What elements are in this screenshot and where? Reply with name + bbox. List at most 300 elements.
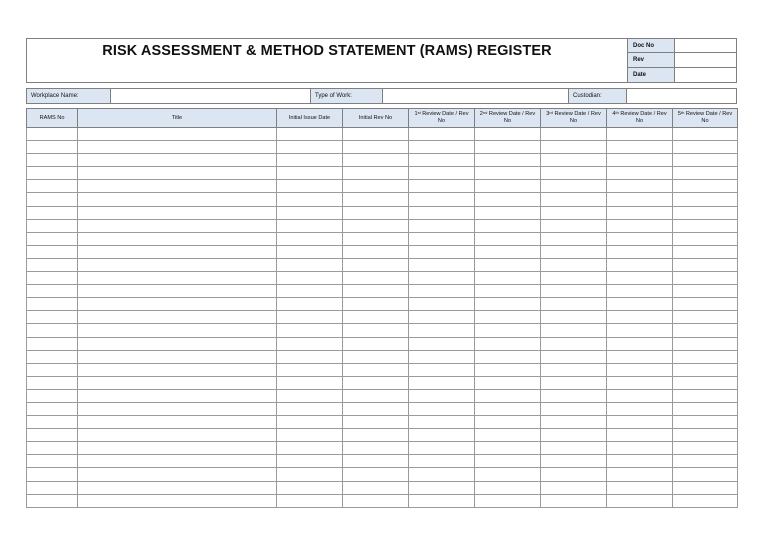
- table-cell[interactable]: [409, 363, 475, 376]
- table-cell[interactable]: [78, 363, 277, 376]
- col-rams-no: RAMS No: [27, 109, 78, 128]
- table-cell[interactable]: [277, 245, 343, 258]
- table-cell[interactable]: [475, 324, 541, 337]
- table-cell[interactable]: [343, 481, 409, 494]
- table-cell[interactable]: [673, 402, 738, 415]
- table-cell[interactable]: [277, 468, 343, 481]
- table-cell[interactable]: [607, 154, 673, 167]
- page-title: RISK ASSESSMENT & METHOD STATEMENT (RAMS) REGISTER: [27, 39, 628, 82]
- table-cell[interactable]: [343, 337, 409, 350]
- table-cell[interactable]: [27, 363, 78, 376]
- table-cell[interactable]: [277, 167, 343, 180]
- table-cell[interactable]: [607, 128, 673, 141]
- table-cell[interactable]: [475, 245, 541, 258]
- table-cell[interactable]: [27, 141, 78, 154]
- table-cell[interactable]: [475, 141, 541, 154]
- table-cell[interactable]: [409, 245, 475, 258]
- table-cell[interactable]: [541, 350, 607, 363]
- table-cell[interactable]: [673, 481, 738, 494]
- table-cell[interactable]: [409, 337, 475, 350]
- table-cell[interactable]: [78, 285, 277, 298]
- type-of-work-label: Type of Work:: [311, 89, 383, 103]
- table-cell[interactable]: [541, 337, 607, 350]
- table-cell[interactable]: [673, 180, 738, 193]
- table-cell[interactable]: [673, 376, 738, 389]
- table-cell[interactable]: [607, 311, 673, 324]
- table-cell[interactable]: [277, 350, 343, 363]
- col-initial-rev-no: Initial Rev No: [343, 109, 409, 128]
- table-cell[interactable]: [277, 363, 343, 376]
- table-cell[interactable]: [673, 416, 738, 429]
- table-cell[interactable]: [541, 180, 607, 193]
- table-row: [27, 363, 738, 376]
- table-cell[interactable]: [409, 389, 475, 402]
- table-cell[interactable]: [277, 455, 343, 468]
- table-cell[interactable]: [607, 141, 673, 154]
- table-cell[interactable]: [343, 429, 409, 442]
- table-cell[interactable]: [541, 389, 607, 402]
- table-cell[interactable]: [409, 468, 475, 481]
- table-cell[interactable]: [78, 442, 277, 455]
- table-cell[interactable]: [277, 389, 343, 402]
- table-cell[interactable]: [409, 416, 475, 429]
- table-cell[interactable]: [343, 272, 409, 285]
- rev-field[interactable]: [675, 53, 736, 66]
- table-cell[interactable]: [673, 337, 738, 350]
- table-cell[interactable]: [343, 350, 409, 363]
- table-cell[interactable]: [78, 311, 277, 324]
- table-cell[interactable]: [343, 245, 409, 258]
- col-review-3: 3rd Review Date / Rev No: [541, 109, 607, 128]
- table-cell[interactable]: [409, 193, 475, 206]
- table-cell[interactable]: [277, 324, 343, 337]
- table-cell[interactable]: [343, 376, 409, 389]
- table-cell[interactable]: [607, 402, 673, 415]
- table-row: [27, 389, 738, 402]
- table-cell[interactable]: [673, 128, 738, 141]
- table-cell[interactable]: [541, 363, 607, 376]
- table-cell[interactable]: [541, 468, 607, 481]
- table-cell[interactable]: [673, 219, 738, 232]
- table-cell[interactable]: [78, 389, 277, 402]
- table-cell[interactable]: [607, 389, 673, 402]
- table-cell[interactable]: [277, 128, 343, 141]
- table-cell[interactable]: [409, 494, 475, 507]
- table-cell[interactable]: [277, 311, 343, 324]
- doc-no-row: [628, 39, 736, 53]
- table-cell[interactable]: [409, 258, 475, 271]
- table-header-row: [27, 109, 738, 128]
- table-cell[interactable]: [78, 468, 277, 481]
- table-cell[interactable]: [475, 154, 541, 167]
- table-cell[interactable]: [78, 376, 277, 389]
- table-cell[interactable]: [78, 154, 277, 167]
- table-cell[interactable]: [277, 298, 343, 311]
- table-cell[interactable]: [541, 219, 607, 232]
- custodian-field[interactable]: [627, 89, 736, 103]
- table-cell[interactable]: [475, 363, 541, 376]
- table-row: [27, 429, 738, 442]
- table-cell[interactable]: [27, 402, 78, 415]
- table-row: [27, 141, 738, 154]
- table-cell[interactable]: [27, 494, 78, 507]
- table-cell[interactable]: [343, 167, 409, 180]
- table-cell[interactable]: [673, 363, 738, 376]
- table-cell[interactable]: [78, 245, 277, 258]
- table-cell[interactable]: [27, 206, 78, 219]
- table-cell[interactable]: [475, 481, 541, 494]
- table-cell[interactable]: [78, 337, 277, 350]
- table-row: [27, 468, 738, 481]
- workplace-label: Workplace Name:: [27, 89, 111, 103]
- table-row: [27, 272, 738, 285]
- table-cell[interactable]: [673, 442, 738, 455]
- table-cell[interactable]: [673, 193, 738, 206]
- table-cell[interactable]: [475, 337, 541, 350]
- table-cell[interactable]: [343, 455, 409, 468]
- table-cell[interactable]: [78, 494, 277, 507]
- table-cell[interactable]: [27, 298, 78, 311]
- table-cell[interactable]: [343, 128, 409, 141]
- table-cell[interactable]: [673, 258, 738, 271]
- table-cell[interactable]: [343, 363, 409, 376]
- table-cell[interactable]: [475, 298, 541, 311]
- table-cell[interactable]: [277, 206, 343, 219]
- table-cell[interactable]: [607, 232, 673, 245]
- table-cell[interactable]: [277, 154, 343, 167]
- table-cell[interactable]: [475, 416, 541, 429]
- table-cell[interactable]: [475, 232, 541, 245]
- rams-register-table: [26, 108, 738, 508]
- table-cell[interactable]: [607, 258, 673, 271]
- table-cell[interactable]: [475, 258, 541, 271]
- table-cell[interactable]: [475, 180, 541, 193]
- table-cell[interactable]: [541, 272, 607, 285]
- table-cell[interactable]: [673, 350, 738, 363]
- table-cell[interactable]: [343, 219, 409, 232]
- table-cell[interactable]: [78, 416, 277, 429]
- table-cell[interactable]: [27, 193, 78, 206]
- table-cell[interactable]: [78, 206, 277, 219]
- table-cell[interactable]: [409, 219, 475, 232]
- table-cell[interactable]: [27, 324, 78, 337]
- table-cell[interactable]: [541, 232, 607, 245]
- table-cell[interactable]: [343, 154, 409, 167]
- table-cell[interactable]: [27, 167, 78, 180]
- table-cell[interactable]: [673, 429, 738, 442]
- table-cell[interactable]: [27, 350, 78, 363]
- table-cell[interactable]: [673, 298, 738, 311]
- table-cell[interactable]: [78, 232, 277, 245]
- table-cell[interactable]: [277, 258, 343, 271]
- table-cell[interactable]: [409, 442, 475, 455]
- table-cell[interactable]: [673, 285, 738, 298]
- table-cell[interactable]: [409, 206, 475, 219]
- table-cell[interactable]: [607, 468, 673, 481]
- table-cell[interactable]: [78, 193, 277, 206]
- table-cell[interactable]: [673, 468, 738, 481]
- table-cell[interactable]: [409, 232, 475, 245]
- table-cell[interactable]: [673, 389, 738, 402]
- table-cell[interactable]: [541, 206, 607, 219]
- table-cell[interactable]: [673, 311, 738, 324]
- table-cell[interactable]: [27, 219, 78, 232]
- table-cell[interactable]: [277, 402, 343, 415]
- table-cell[interactable]: [475, 167, 541, 180]
- table-cell[interactable]: [541, 285, 607, 298]
- table-cell[interactable]: [343, 180, 409, 193]
- table-cell[interactable]: [78, 350, 277, 363]
- table-cell[interactable]: [475, 285, 541, 298]
- table-cell[interactable]: [78, 219, 277, 232]
- table-cell[interactable]: [541, 455, 607, 468]
- table-cell[interactable]: [475, 128, 541, 141]
- table-cell[interactable]: [673, 324, 738, 337]
- table-cell[interactable]: [475, 402, 541, 415]
- table-cell[interactable]: [541, 376, 607, 389]
- table-cell[interactable]: [475, 311, 541, 324]
- table-cell[interactable]: [607, 193, 673, 206]
- table-cell[interactable]: [27, 154, 78, 167]
- table-cell[interactable]: [475, 468, 541, 481]
- table-cell[interactable]: [27, 285, 78, 298]
- table-cell[interactable]: [673, 167, 738, 180]
- table-cell[interactable]: [607, 167, 673, 180]
- table-cell[interactable]: [607, 219, 673, 232]
- table-cell[interactable]: [607, 350, 673, 363]
- table-cell[interactable]: [607, 337, 673, 350]
- table-cell[interactable]: [78, 258, 277, 271]
- table-cell[interactable]: [409, 311, 475, 324]
- table-row: [27, 350, 738, 363]
- table-cell[interactable]: [78, 167, 277, 180]
- type-of-work-field[interactable]: [383, 89, 569, 103]
- table-cell[interactable]: [27, 481, 78, 494]
- table-cell[interactable]: [27, 311, 78, 324]
- table-row: [27, 206, 738, 219]
- table-cell[interactable]: [27, 232, 78, 245]
- table-cell[interactable]: [277, 219, 343, 232]
- table-row: [27, 193, 738, 206]
- table-cell[interactable]: [277, 442, 343, 455]
- table-cell[interactable]: [343, 232, 409, 245]
- table-cell[interactable]: [78, 481, 277, 494]
- table-cell[interactable]: [673, 141, 738, 154]
- table-cell[interactable]: [343, 442, 409, 455]
- table-cell[interactable]: [409, 376, 475, 389]
- table-cell[interactable]: [475, 494, 541, 507]
- table-cell[interactable]: [277, 272, 343, 285]
- table-cell[interactable]: [343, 193, 409, 206]
- table-cell[interactable]: [607, 494, 673, 507]
- table-cell[interactable]: [607, 180, 673, 193]
- table-row: [27, 376, 738, 389]
- table-cell[interactable]: [475, 272, 541, 285]
- table-cell[interactable]: [78, 128, 277, 141]
- table-cell[interactable]: [475, 389, 541, 402]
- table-cell[interactable]: [78, 402, 277, 415]
- table-cell[interactable]: [343, 285, 409, 298]
- table-row: [27, 285, 738, 298]
- table-cell[interactable]: [607, 363, 673, 376]
- table-cell[interactable]: [409, 481, 475, 494]
- table-cell[interactable]: [607, 429, 673, 442]
- table-cell[interactable]: [27, 429, 78, 442]
- col-review-2: 2nd Review Date / Rev No: [475, 109, 541, 128]
- workplace-field[interactable]: [111, 89, 311, 103]
- table-cell[interactable]: [541, 481, 607, 494]
- table-cell[interactable]: [78, 272, 277, 285]
- table-cell[interactable]: [409, 324, 475, 337]
- table-cell[interactable]: [409, 128, 475, 141]
- table-cell[interactable]: [541, 494, 607, 507]
- table-cell[interactable]: [541, 429, 607, 442]
- table-cell[interactable]: [607, 416, 673, 429]
- table-cell[interactable]: [475, 455, 541, 468]
- table-row: [27, 311, 738, 324]
- table-cell[interactable]: [343, 402, 409, 415]
- table-cell[interactable]: [277, 285, 343, 298]
- table-cell[interactable]: [607, 481, 673, 494]
- table-cell[interactable]: [343, 206, 409, 219]
- table-cell[interactable]: [541, 193, 607, 206]
- table-cell[interactable]: [27, 272, 78, 285]
- table-cell[interactable]: [277, 416, 343, 429]
- table-cell[interactable]: [409, 402, 475, 415]
- table-cell[interactable]: [343, 324, 409, 337]
- date-label: Date: [628, 68, 675, 82]
- table-row: [27, 337, 738, 350]
- table-cell[interactable]: [277, 232, 343, 245]
- col-review-4: 4th Review Date / Rev No: [607, 109, 673, 128]
- table-cell[interactable]: [277, 193, 343, 206]
- table-cell[interactable]: [409, 167, 475, 180]
- table-cell[interactable]: [409, 272, 475, 285]
- info-row: [26, 88, 737, 104]
- table-cell[interactable]: [409, 350, 475, 363]
- table-cell[interactable]: [607, 272, 673, 285]
- table-cell[interactable]: [673, 245, 738, 258]
- table-cell[interactable]: [607, 376, 673, 389]
- table-cell[interactable]: [475, 206, 541, 219]
- table-cell[interactable]: [78, 455, 277, 468]
- table-cell[interactable]: [607, 206, 673, 219]
- table-cell[interactable]: [27, 376, 78, 389]
- table-cell[interactable]: [78, 298, 277, 311]
- table-cell[interactable]: [475, 429, 541, 442]
- table-cell[interactable]: [409, 154, 475, 167]
- col-review-5: 5th Review Date / Rev No: [673, 109, 738, 128]
- col-initial-issue-date: Initial Issue Date: [277, 109, 343, 128]
- table-cell[interactable]: [27, 337, 78, 350]
- table-cell[interactable]: [607, 442, 673, 455]
- table-cell[interactable]: [27, 180, 78, 193]
- table-cell[interactable]: [475, 219, 541, 232]
- table-cell[interactable]: [343, 494, 409, 507]
- table-cell[interactable]: [673, 455, 738, 468]
- rev-row: [628, 53, 736, 67]
- table-cell[interactable]: [541, 128, 607, 141]
- table-cell[interactable]: [673, 232, 738, 245]
- table-cell[interactable]: [475, 350, 541, 363]
- custodian-label: Custodian:: [569, 89, 627, 103]
- table-cell[interactable]: [607, 298, 673, 311]
- table-cell[interactable]: [541, 141, 607, 154]
- table-cell[interactable]: [343, 298, 409, 311]
- table-cell[interactable]: [475, 193, 541, 206]
- table-cell[interactable]: [27, 468, 78, 481]
- table-cell[interactable]: [27, 416, 78, 429]
- table-cell[interactable]: [673, 494, 738, 507]
- table-cell[interactable]: [409, 455, 475, 468]
- table-cell[interactable]: [343, 468, 409, 481]
- table-row: [27, 402, 738, 415]
- table-cell[interactable]: [27, 245, 78, 258]
- table-cell[interactable]: [343, 389, 409, 402]
- table-cell[interactable]: [541, 402, 607, 415]
- table-cell[interactable]: [277, 494, 343, 507]
- table-cell[interactable]: [409, 141, 475, 154]
- table-cell[interactable]: [27, 455, 78, 468]
- table-cell[interactable]: [607, 285, 673, 298]
- table-cell[interactable]: [27, 128, 78, 141]
- table-cell[interactable]: [409, 429, 475, 442]
- table-cell[interactable]: [607, 245, 673, 258]
- table-cell[interactable]: [541, 167, 607, 180]
- table-cell[interactable]: [541, 311, 607, 324]
- table-cell[interactable]: [78, 141, 277, 154]
- table-cell[interactable]: [27, 258, 78, 271]
- table-cell[interactable]: [541, 442, 607, 455]
- table-cell[interactable]: [409, 180, 475, 193]
- table-cell[interactable]: [27, 389, 78, 402]
- table-cell[interactable]: [607, 455, 673, 468]
- table-cell[interactable]: [78, 324, 277, 337]
- table-cell[interactable]: [409, 298, 475, 311]
- table-row: [27, 324, 738, 337]
- table-cell[interactable]: [343, 141, 409, 154]
- table-cell[interactable]: [541, 298, 607, 311]
- table-cell[interactable]: [277, 429, 343, 442]
- table-cell[interactable]: [277, 376, 343, 389]
- table-cell[interactable]: [541, 245, 607, 258]
- table-cell[interactable]: [475, 442, 541, 455]
- table-cell[interactable]: [673, 272, 738, 285]
- table-cell[interactable]: [475, 376, 541, 389]
- table-cell[interactable]: [78, 180, 277, 193]
- table-cell[interactable]: [78, 429, 277, 442]
- table-cell[interactable]: [607, 324, 673, 337]
- table-cell[interactable]: [409, 285, 475, 298]
- date-field[interactable]: [675, 68, 736, 82]
- table-cell[interactable]: [541, 324, 607, 337]
- table-cell[interactable]: [673, 154, 738, 167]
- table-cell[interactable]: [27, 442, 78, 455]
- table-cell[interactable]: [343, 416, 409, 429]
- table-cell[interactable]: [673, 206, 738, 219]
- table-cell[interactable]: [277, 481, 343, 494]
- table-cell[interactable]: [277, 141, 343, 154]
- table-cell[interactable]: [343, 258, 409, 271]
- table-cell[interactable]: [541, 258, 607, 271]
- table-cell[interactable]: [541, 416, 607, 429]
- table-cell[interactable]: [277, 180, 343, 193]
- table-cell[interactable]: [541, 154, 607, 167]
- date-row: [628, 68, 736, 82]
- table-cell[interactable]: [277, 337, 343, 350]
- table-cell[interactable]: [343, 311, 409, 324]
- doc-no-field[interactable]: [675, 39, 736, 52]
